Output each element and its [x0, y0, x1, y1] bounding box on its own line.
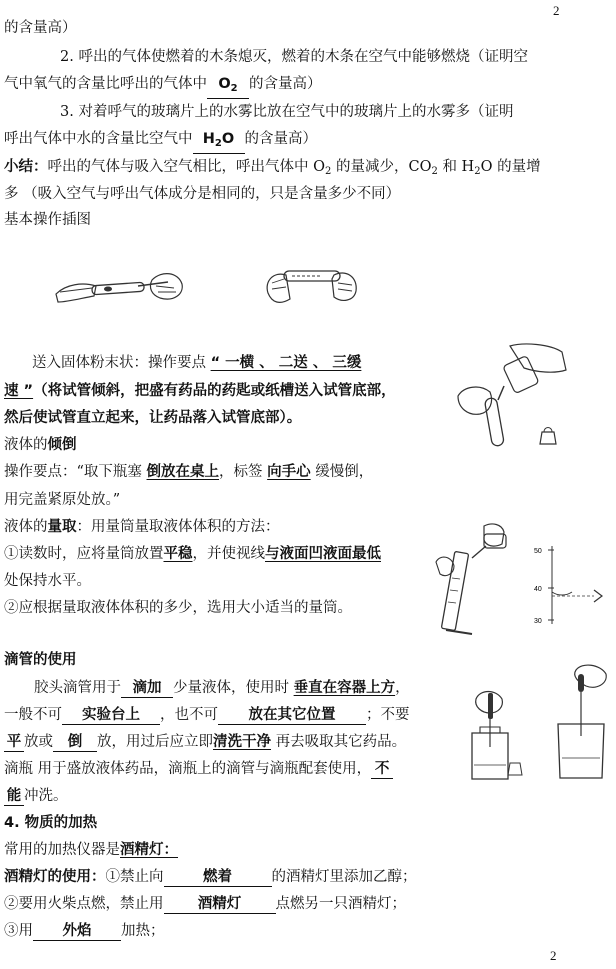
heating-text-e: ②要用火柴点燃，禁止用	[4, 896, 164, 912]
heating-text-g: ③用	[4, 923, 33, 939]
pour-title	[4, 435, 77, 455]
blank-h2o-sub: 2	[214, 138, 222, 149]
measuring-scale-diagram	[530, 540, 610, 630]
measure-title-b: 量取	[47, 519, 77, 535]
dropper-line2	[4, 705, 410, 725]
blank-towards-palm: 向手心	[267, 464, 311, 480]
dropper-title: 滴管的使用	[4, 652, 77, 668]
blank-lab-bench: 实验台上	[62, 706, 160, 725]
test-tube-illustration-2	[262, 255, 362, 315]
powder-points: “ 一横 、 二送 、 三缓	[210, 355, 362, 371]
powder-line2	[4, 381, 396, 401]
summary-text-b: 的量减少，CO	[331, 159, 432, 175]
summary-sub-co2: 2	[431, 166, 438, 177]
pour-line1	[4, 462, 373, 482]
measure-text-b: ，并使视线	[192, 546, 265, 562]
section-title: 基本操作插图	[4, 212, 91, 228]
measure-title-c: ：用量筒量取液体体积的方法：	[76, 519, 280, 535]
heating-text-a: 常用的加热仪器是	[4, 842, 120, 858]
heating-text-c: ①禁止向	[105, 869, 164, 885]
summary-label: 小结：	[4, 159, 48, 175]
heating-line3	[4, 894, 406, 914]
summary-text-a: 呼出的气体与吸入空气相比，呼出气体中 O	[47, 159, 325, 175]
dropper-line4	[4, 759, 393, 779]
measure-title-a: 液体的	[4, 519, 48, 535]
line-content-cont: 的含量高）	[4, 20, 77, 36]
blank-upside-down: 倒	[53, 733, 97, 752]
powder-line3: 然后使试管直立起来，让药品落入试管底部）。	[4, 410, 302, 426]
dropper-line5	[4, 786, 68, 806]
scale-mark-40: 40	[534, 586, 542, 593]
pour-text-a: 操作要点：“取下瓶塞	[4, 464, 147, 480]
measure-line1	[4, 544, 381, 564]
blank-flat: 平	[4, 733, 24, 752]
heating-text-h: 加热；	[121, 923, 165, 939]
dropper-text-g: 放或	[24, 734, 53, 750]
powder-explain-1: （将试管倾斜，把盛有药品的药匙或纸槽送入试管底部，	[33, 383, 396, 399]
para3-text-a: 呼出气体中水的含量比空气中	[4, 131, 193, 147]
pour-title-b: 倾倒	[47, 437, 77, 453]
dropper-text-k: 冲洗。	[24, 788, 68, 804]
blank-vertical-above: 垂直在容器上方	[293, 680, 396, 696]
dropper-text-a: 胶头滴管用于	[34, 680, 121, 696]
blank-o2-sub: 2	[230, 83, 238, 94]
powder-points-end: 速 ”	[4, 383, 34, 399]
measure-line3: ②应根据量取液体体积的多少，选用大小适当的量筒。	[4, 600, 352, 616]
para2-text-b: 的含量高）	[249, 76, 322, 92]
heating-text-b: 酒精灯的使用：	[4, 869, 106, 885]
blank-o2-main: O	[218, 76, 231, 92]
para2-line1: 2. 呼出的气体使燃着的木条熄灭，燃着的木条在空气中能够燃烧（证明空	[60, 49, 528, 65]
blank-stable: 平稳	[163, 546, 193, 562]
dropper-text-c: ，	[395, 680, 410, 696]
para3-line2	[4, 129, 317, 154]
summary-line1	[4, 157, 541, 182]
graduated-cylinder-illustration	[432, 518, 522, 638]
measure-line2: 处保持水平。	[4, 573, 91, 589]
heating-text-f: 点燃另一只酒精灯；	[275, 896, 406, 912]
para3-text-b: 的含量高）	[244, 131, 317, 147]
heating-line1	[4, 840, 178, 860]
summary-text-c: 和 H	[437, 159, 475, 175]
blank-can: 能	[4, 787, 24, 806]
summary-text-d: O 的量增	[480, 159, 541, 175]
dropper-text-j: 滴瓶 用于盛放液体药品，滴瓶上的滴管与滴瓶配套使用，	[4, 761, 372, 777]
dropper-text-i: 再去吸取其它药品。	[275, 734, 407, 750]
blank-h2o-b: O	[221, 131, 235, 147]
pour-line2: 用完盖紧原处放。”	[4, 492, 121, 508]
dropper-bottle-illustration	[462, 685, 524, 785]
dropper-text-f: ；不要	[366, 707, 410, 723]
summary-sub-h2o: 2	[474, 166, 481, 177]
pour-text-b: ，标签	[219, 464, 268, 480]
blank-other-place: 放在其它位置	[218, 706, 366, 725]
test-tube-illustration-1	[48, 262, 188, 312]
blank-burning: 燃着	[164, 868, 272, 887]
heating-line2	[4, 867, 417, 887]
dropper-text-e: ，也不可	[160, 707, 218, 723]
blank-lowest-meniscus: 与液面凹液面最低	[265, 546, 381, 562]
dropper-text-h: 放，用过后应立即	[97, 734, 213, 750]
pour-title-a: 液体的	[4, 437, 48, 453]
dropper-beaker-illustration	[548, 660, 614, 785]
summary-line2: 多 （吸入空气与呼出气体成分是相同的，只是含量多少不同）	[4, 186, 401, 202]
powder-line1	[32, 353, 361, 373]
blank-place-on-table: 倒放在桌上	[146, 464, 220, 480]
blank-drip: 滴加	[121, 679, 173, 698]
measure-text-a: ①读数时，应将量筒放置	[4, 546, 164, 562]
para3-line1: 3. 对着呼气的玻璃片上的水雾比放在空气中的玻璃片上的水雾多（证明	[60, 104, 514, 120]
dropper-text-b: 少量液体，使用时	[173, 680, 294, 696]
measure-title	[4, 517, 280, 537]
para2-text-a: 气中氧气的含量比呼出的气体中	[4, 76, 207, 92]
heating-title: 4. 物质的加热	[4, 815, 98, 831]
scale-mark-50: 50	[534, 548, 542, 555]
dropper-line1	[34, 678, 410, 698]
page-number-top: 2	[553, 3, 560, 18]
powder-label: 送入固体粉末状：	[32, 355, 148, 371]
dropper-line3	[4, 732, 406, 752]
powder-illustration	[450, 340, 575, 455]
blank-h2o-a: H	[202, 131, 215, 147]
heating-line4	[4, 921, 165, 941]
pour-text-c: 缓慢倒，	[310, 464, 374, 480]
blank-o2	[207, 75, 249, 99]
blank-wash-clean: 清洗干净	[213, 734, 271, 750]
blank-alcohol-lamp: 酒精灯：	[120, 842, 178, 858]
powder-points-label: 操作要点	[148, 355, 211, 371]
page-number-bottom: 2	[550, 948, 557, 963]
blank-another-lamp: 酒精灯	[164, 895, 276, 914]
blank-h2o	[193, 130, 245, 154]
para2-line2	[4, 74, 322, 99]
dropper-text-d: 一般不可	[4, 707, 62, 723]
scale-mark-30: 30	[534, 618, 542, 625]
summary-sub-o2: 2	[325, 166, 332, 177]
blank-not: 不	[371, 760, 393, 779]
heating-text-d: 的酒精灯里添加乙醇；	[271, 869, 417, 885]
blank-outer-flame: 外焰	[33, 922, 121, 941]
